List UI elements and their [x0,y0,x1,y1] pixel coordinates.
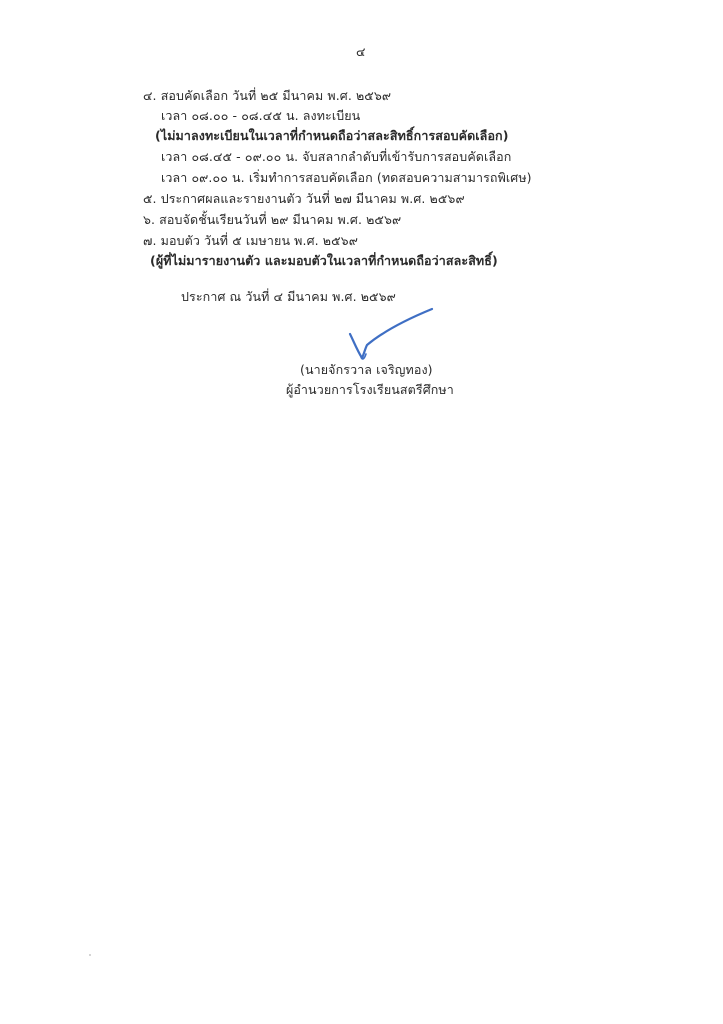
signatory-position: ผู้อำนวยการโรงเรียนสตรีศึกษา [286,382,454,397]
signatory-name: (นายจักรวาล เจริญทอง) [300,362,433,377]
schedule-item-4-registration-time: เวลา ๐๘.๐๐ - ๐๘.๔๕ น. ลงทะเบียน [161,108,361,123]
schedule-item-4-lottery-time: เวลา ๐๘.๔๕ - ๐๙.๐๐ น. จับสลากลำดับที่เข้ารับการสอบคัดเลือก [161,149,512,164]
page-number: ๔ [356,44,366,59]
schedule-item-5: ๕. ประกาศผลและรายงานตัว วันที่ ๒๗ มีนาคม พ.ศ. ๒๕๖๙ [143,191,465,206]
schedule-item-4-note: (ไม่มาลงทะเบียนในเวลาที่กำหนดถือว่าสละสิทธิ์การสอบคัดเลือก) [155,128,509,143]
scan-speck [89,954,91,956]
schedule-item-7: ๗. มอบตัว วันที่ ๕ เมษายน พ.ศ. ๒๕๖๙ [143,233,358,248]
schedule-item-4-exam-time: เวลา ๐๙.๐๐ น. เริ่มทำการสอบคัดเลือก (ทดสอบความสามารถพิเศษ) [161,170,532,185]
schedule-item-4: ๔. สอบคัดเลือก วันที่ ๒๕ มีนาคม พ.ศ. ๒๕๖๙ [143,88,392,103]
schedule-item-6: ๖. สอบจัดชั้นเรียนวันที่ ๒๙ มีนาคม พ.ศ. ๒๕๖๙ [143,212,402,227]
announcement-date: ประกาศ ณ วันที่ ๔ มีนาคม พ.ศ. ๒๕๖๙ [181,289,396,304]
schedule-item-7-note: (ผู้ที่ไม่มารายงานตัว และมอบตัวในเวลาที่กำหนดถือว่าสละสิทธิ์) [150,253,498,268]
